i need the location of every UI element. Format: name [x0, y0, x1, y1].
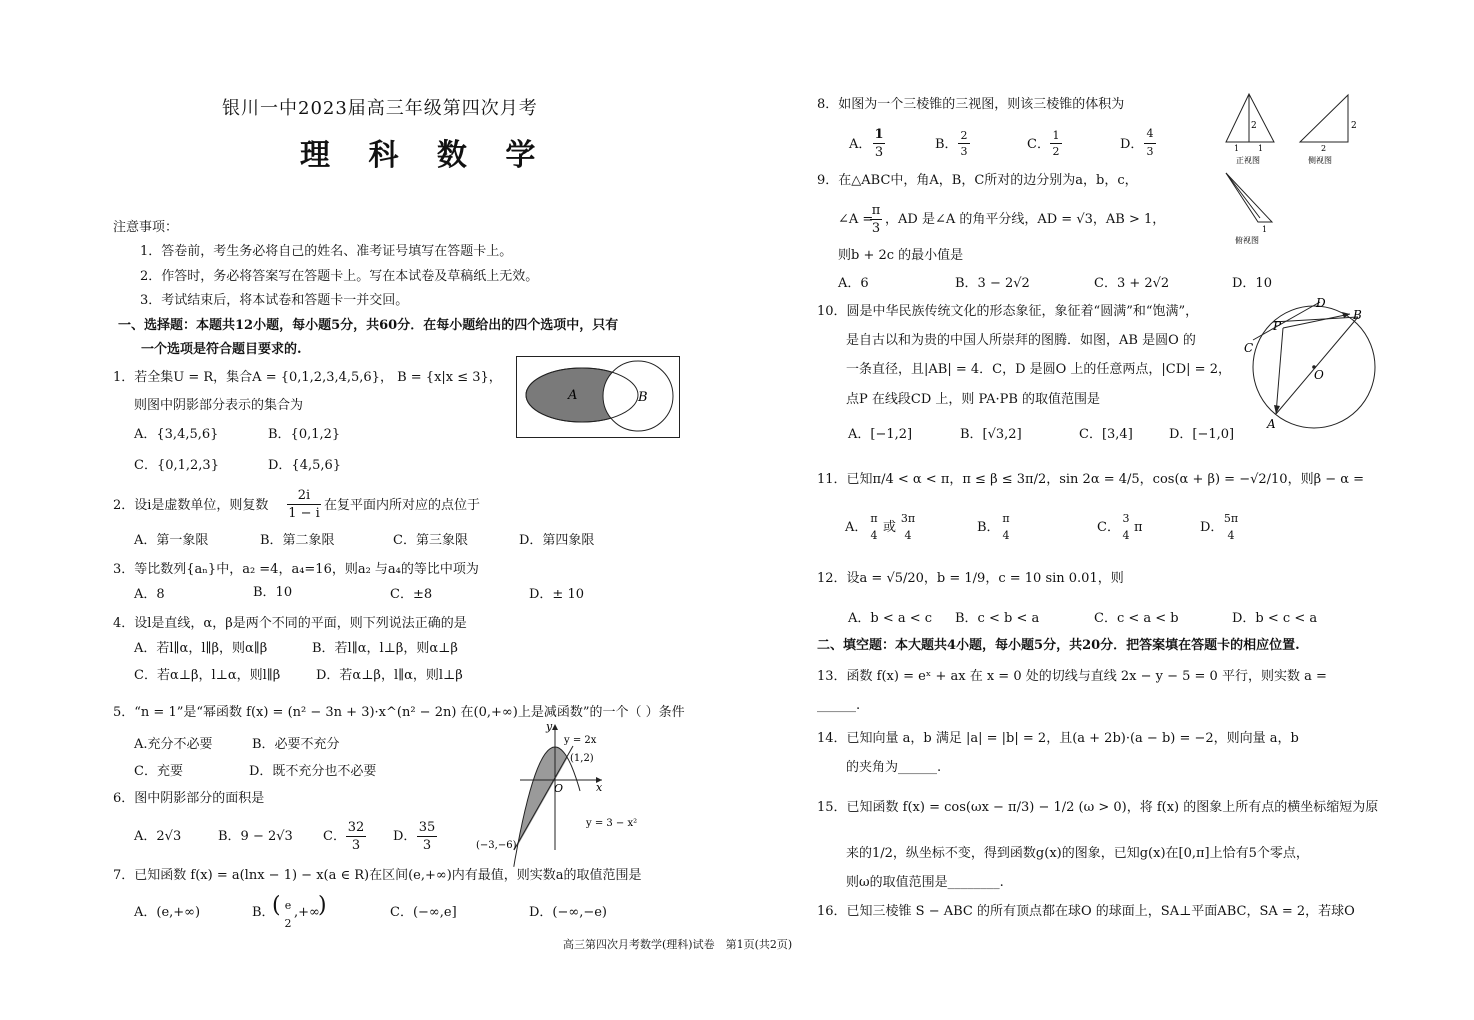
q4-option-a: A．若l∥α，l∥β，则α∥β: [134, 641, 268, 656]
circle-label-o: O: [1314, 368, 1324, 382]
side-view-label: 侧视图: [1308, 156, 1332, 165]
q2-stem-pre: 2．设i是虚数单位，则复数: [113, 498, 269, 513]
q6-option-d-num: 35: [418, 820, 436, 835]
q10-stem-line4: 点P 在线段CD 上，则 PA·PB 的取值范围是: [846, 392, 1101, 407]
q11-option-a-num2: 3π: [900, 512, 916, 525]
q2-option-d: D．第四象限: [519, 533, 595, 548]
q7-option-d: D．(−∞,−e): [529, 905, 608, 920]
q8-option-a-label: A．: [849, 137, 872, 152]
q8-stem: 8．如图为一个三棱锥的三视图，则该三棱锥的体积为: [817, 97, 1125, 112]
q3-option-a: A．8: [134, 587, 165, 602]
q3-option-c: C．±8: [390, 587, 433, 602]
q6-stem: 6．图中阴影部分的面积是: [113, 791, 265, 806]
q15-stem-line3: 则ω的取值范围是________.: [846, 875, 1004, 890]
q9-angle-den: 3: [871, 221, 881, 236]
q8-option-a-bar: [873, 143, 885, 144]
note-item-1: 1．答卷前，考生务必将自己的姓名、准考证号填写在答题卡上。: [140, 244, 513, 259]
top-view-base: 1: [1262, 225, 1268, 234]
q8-option-b-label: B．: [935, 137, 958, 152]
q9-option-d: D．10: [1232, 276, 1272, 291]
q16-stem: 16．已知三棱锥 S − ABC 的所有顶点都在球O 的球面上，SA⊥平面ABC，SA = 2，若球O: [817, 904, 1355, 919]
venn-label-a: A: [568, 388, 578, 403]
q10-option-b: B．[√3,2]: [960, 427, 1022, 442]
q8-option-b-num: 2: [960, 129, 968, 142]
q9-option-b: B．3 − 2√2: [955, 276, 1030, 291]
q6-option-b: B．9 − 2√3: [218, 829, 293, 844]
front-view-base-left: 1: [1234, 144, 1240, 153]
circle-label-a: A: [1267, 417, 1276, 431]
q4-option-c: C．若α⊥β，l⊥α，则l∥β: [134, 668, 281, 683]
q1-option-c: C．{0,1,2,3}: [134, 458, 219, 473]
q7-stem: 7．已知函数 f(x) = a(lnx − 1) − x(a ∈ R)在区间(e,+∞)内有最值，则实数a的取值范围是: [113, 868, 642, 883]
q7-option-b-num: e: [284, 899, 292, 912]
circle-label-d: D: [1316, 296, 1326, 310]
q13-stem: 13．函数 f(x) = eˣ + ax 在 x = 0 处的切线与直线 2x − y − 5 = 0 平行，则实数 a =: [817, 669, 1327, 684]
front-view-label: 正视图: [1236, 156, 1260, 165]
q7-option-a: A．(e,+∞): [134, 905, 201, 920]
q6-graph-figure: [470, 716, 640, 856]
q9-stem-cont: ，AD 是∠A 的角平分线，AD = √3，AB > 1，: [885, 212, 1166, 227]
q6-option-c-label: C．: [323, 829, 346, 844]
q7-option-b-rest: ,+∞: [294, 905, 320, 920]
q13-blank: ______.: [817, 698, 861, 713]
section2-heading: 二、填空题：本大题共4小题，每小题5分，共20分．把答案填在答题卡的相应位置.: [817, 638, 1300, 653]
section1-heading: 一、选择题：本题共12小题，每小题5分，共60分．在每小题给出的四个选项中，只有: [118, 318, 619, 333]
q12-option-b: B．c < b < a: [955, 611, 1040, 626]
q1-stem: 1．若全集U = R，集合A = {0,1,2,3,4,5,6}， B = {x|x ≤ 3}，: [113, 370, 502, 385]
side-view-base: 2: [1321, 144, 1327, 153]
q11-option-a-num1: π: [870, 512, 878, 525]
q8-option-b-den: 3: [960, 145, 968, 158]
q10-stem-line3: 一条直径，且|AB| = 4．C，D 是圆O 上的任意两点，|CD| = 2，: [846, 362, 1231, 377]
circle-label-p: P: [1273, 319, 1282, 333]
q15-stem-line2: 来的1/2，纵坐标不变，得到函数g(x)的图象，已知g(x)在[0,π]上恰有5个零点，: [846, 846, 1309, 861]
q11-option-a-label: A．: [845, 520, 868, 535]
q5-option-b: B．必要不充分: [252, 737, 340, 752]
q9-stem: 9．在△ABC中，角A，B，C所对的边分别为a，b，c，: [817, 173, 1138, 188]
graph-curve-label: y = 3 − x²: [586, 818, 638, 829]
q4-stem: 4．设l是直线，α，β是两个不同的平面，则下列说法正确的是: [113, 616, 467, 631]
q7-option-c: C．(−∞,e]: [390, 905, 457, 920]
q9-angle-num: π: [871, 203, 881, 218]
q6-option-a: A．2√3: [134, 829, 182, 844]
graph-origin-label: O: [554, 782, 564, 795]
q11-option-c-num: 3: [1122, 512, 1130, 525]
q7-option-b-paren-close: ): [318, 893, 327, 918]
section1-heading-cont: 一个选项是符合题目要求的.: [141, 342, 302, 357]
q11-option-b-den: 4: [1002, 529, 1010, 542]
q10-stem: 10．圆是中华民族传统文化的形态象征，象征着“圆满”和“饱满”，: [817, 304, 1199, 319]
front-view-height: 2: [1251, 121, 1257, 131]
q3-option-d: D．± 10: [529, 587, 584, 602]
q5-stem: 5．“n = 1”是“幂函数 f(x) = (n² − 3n + 3)·x^(n² − 2n) 在(0,+∞)上是减函数”的一个（ ）条件: [113, 705, 685, 720]
q9-angle-bar: [870, 219, 882, 220]
circle-label-c: C: [1244, 341, 1254, 355]
q7-option-b-paren-open: (: [272, 893, 281, 918]
q11-option-d-den: 4: [1227, 529, 1235, 542]
q10-option-d: D．[−1,0]: [1169, 427, 1235, 442]
q3-option-b: B．10: [253, 585, 293, 600]
q11-option-c-den: 4: [1122, 529, 1130, 542]
q8-option-a-den: 3: [874, 145, 884, 160]
q3-stem: 3．等比数列{aₙ}中，a₂ =4，a₄=16，则a₂ 与a₄的等比中项为: [113, 562, 479, 577]
note-item-3: 3．考试结束后，将本试卷和答题卡一并交回。: [140, 293, 409, 308]
graph-point-label-1: (1,2): [570, 753, 594, 764]
q11-option-b-num: π: [1002, 512, 1010, 525]
q12-stem: 12．设a = √5/20，b = 1/9，c = 10 sin 0.01，则: [817, 571, 1124, 586]
q8-option-c-num: 1: [1052, 129, 1060, 142]
top-view-label: 俯视图: [1235, 236, 1259, 245]
q2-option-c: C．第三象限: [393, 533, 468, 548]
notes-heading: 注意事项：: [113, 220, 179, 235]
q1-stem-cont: 则图中阴影部分表示的集合为: [134, 398, 304, 413]
q11-option-d-num: 5π: [1223, 512, 1239, 525]
q8-option-d-den: 3: [1146, 145, 1154, 158]
q11-option-d-label: D．: [1200, 520, 1224, 535]
q2-fraction-num: 2i: [297, 488, 311, 503]
q5-option-a: A.充分不必要: [134, 737, 213, 752]
q8-option-a-num: 1: [874, 127, 884, 142]
q14-stem: 14．已知向量 a，b 满足 |a| = |b| = 2，且(a + 2b)·(a − b) = −2，则向量 a，b: [817, 731, 1299, 746]
q4-option-b: B．若l∥α，l⊥β，则α⊥β: [312, 641, 458, 656]
q10-option-a: A．[−1,2]: [848, 427, 913, 442]
q15-stem: 15．已知函数 f(x) = cos(ωx − π/3) − 1/2 (ω > 0)，将 f(x) 的图象上所有点的横坐标缩短为原: [817, 800, 1379, 815]
q1-venn-figure: [516, 356, 680, 438]
q8-option-d-bar: [1144, 143, 1156, 144]
venn-label-b: B: [638, 390, 648, 405]
q1-option-b: B．{0,1,2}: [268, 427, 341, 442]
graph-y-axis-label: y: [546, 720, 553, 733]
q10-option-c: C．[3,4]: [1079, 427, 1133, 442]
graph-x-axis-label: x: [596, 781, 603, 794]
q6-option-d-den: 3: [422, 838, 432, 853]
graph-line-label: y = 2x: [564, 735, 597, 746]
q14-stem-cont: 的夹角为______.: [846, 760, 942, 775]
q2-option-a: A．第一象限: [134, 533, 209, 548]
q9-angle-label: ∠A =: [838, 212, 874, 227]
q9-option-a: A．6: [838, 276, 869, 291]
q5-option-c: C．充要: [134, 764, 183, 779]
q12-option-c: C．c < a < b: [1094, 611, 1179, 626]
q5-option-d: D．既不充分也不必要: [249, 764, 377, 779]
graph-point-label-2: (−3,−6): [476, 840, 517, 851]
q1-option-d: D．{4,5,6}: [268, 458, 342, 473]
q8-option-d-num: 4: [1146, 127, 1154, 140]
q8-option-c-den: 2: [1052, 145, 1060, 158]
q7-option-b-den: 2: [284, 917, 292, 930]
q9-option-c: C．3 + 2√2: [1094, 276, 1170, 291]
q7-option-b-label: B．: [252, 905, 275, 920]
q11-option-b-label: B．: [977, 520, 1000, 535]
q12-option-a: A．b < a < c: [848, 611, 933, 626]
q6-option-c-den: 3: [351, 838, 361, 853]
q10-circle-figure: [1240, 292, 1382, 434]
q2-fraction-bar: [287, 504, 321, 505]
q8-option-c-bar: [1050, 143, 1062, 144]
q6-option-d-label: D．: [393, 829, 417, 844]
page-footer: 高三第四次月考数学(理科)试卷 第1页(共2页): [563, 938, 793, 951]
circle-label-b: B: [1353, 308, 1362, 322]
q1-option-a: A．{3,4,5,6}: [134, 427, 219, 442]
q11-stem: 11．已知π/4 < α < π，π ≤ β ≤ 3π/2，sin 2α = 4/5，cos(α + β) = −√2/10，则β − α =: [817, 472, 1365, 487]
q10-stem-line2: 是自古以和为贵的中国人所崇拜的图腾．如图，AB 是圆O 的: [846, 333, 1196, 348]
q11-option-c-pi: π: [1134, 520, 1143, 535]
q6-option-c-bar: [346, 836, 366, 837]
q8-option-d-label: D．: [1120, 137, 1144, 152]
q2-stem-post: 在复平面内所对应的点位于: [324, 498, 481, 513]
q12-option-d: D．b < c < a: [1232, 611, 1318, 626]
q11-option-c-label: C．: [1097, 520, 1120, 535]
q8-three-views-figure: [1218, 90, 1368, 250]
front-view-base-right: 1: [1258, 144, 1264, 153]
q8-option-c-label: C．: [1027, 137, 1050, 152]
q11-option-a-or: 或: [883, 520, 897, 535]
exam-subject-title: 理 科 数 学: [300, 138, 550, 173]
q6-option-c-num: 32: [347, 820, 365, 835]
q2-option-b: B．第二象限: [260, 533, 335, 548]
note-item-2: 2．作答时，务必将答案写在答题卡上。写在本试卷及草稿纸上无效。: [140, 269, 539, 284]
exam-school-title: 银川一中2023届高三年级第四次月考: [222, 98, 538, 119]
side-view-height: 2: [1351, 121, 1357, 131]
q11-option-a-den2: 4: [904, 529, 912, 542]
q2-fraction-den: 1 − i: [288, 506, 320, 521]
q4-option-d: D．若α⊥β，l∥α，则l⊥β: [316, 668, 463, 683]
q9-stem-end: 则b + 2c 的最小值是: [838, 248, 964, 263]
q8-option-b-bar: [958, 143, 970, 144]
q6-option-d-bar: [417, 836, 437, 837]
q11-option-a-den1: 4: [870, 529, 878, 542]
